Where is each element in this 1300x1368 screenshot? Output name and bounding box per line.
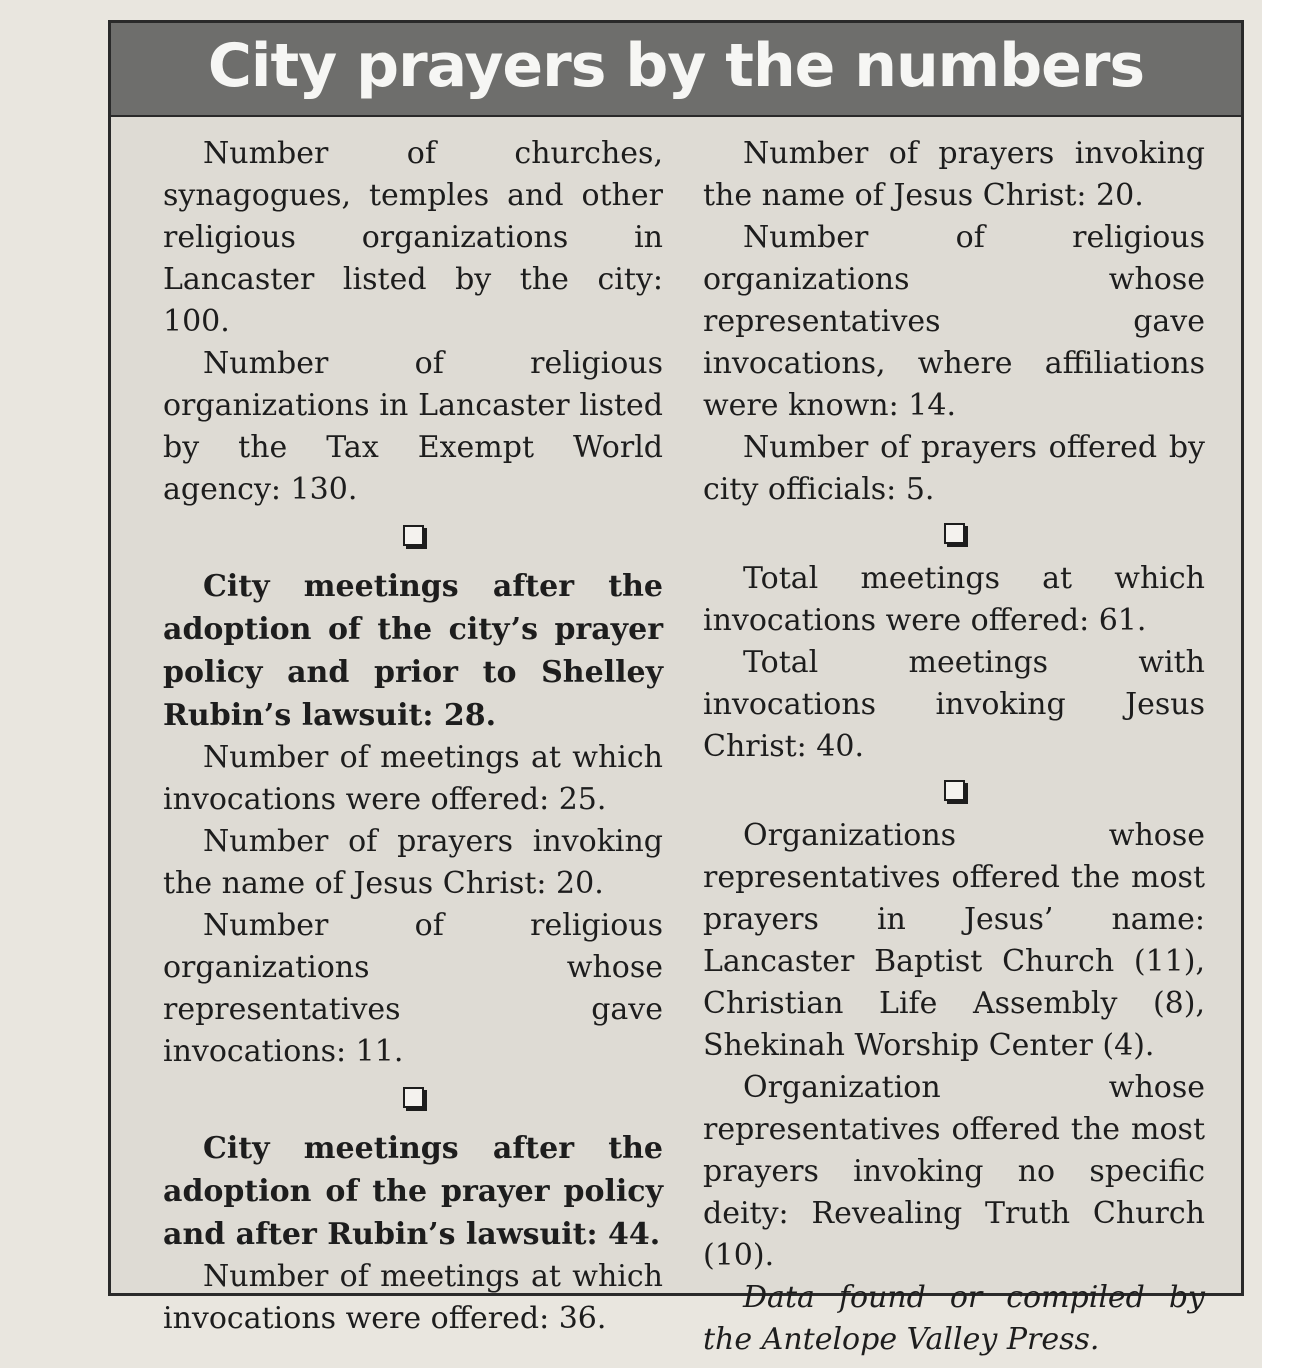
stat-paragraph: Number of meetings at which invocations were offered: 25. [163,740,663,817]
newspaper-clipping [108,20,1244,1357]
stat-paragraph: Number of prayers invoking the name of Jesus Christ: 20. [703,136,1205,213]
stat-paragraph: Total meetings with invocations invoking Jesus Christ: 40. [703,645,1205,764]
stat-paragraph: Number of churches, synagogues, temples and other religious organizations in Lancaster listed by the city: 100. [163,136,663,339]
page-title: City prayers by the numbers [207,31,1145,101]
stat-paragraph: Number of religious organizations whose representatives gave invocations: 11. [163,908,663,1069]
section-subhead: City meetings after the adoption of the prayer policy and after Rubin’s lawsuit: 44. [163,1131,663,1252]
stat-paragraph: Organizations whose representatives offered the most prayers in Jesus’ name: Lancaster Baptist Church (11), Christian Life Assembly (8), Shekinah Worship Center (4). [703,818,1205,1063]
stat-paragraph: Number of religious organizations in Lancaster listed by the Tax Exempt World agency: 130. [163,346,663,507]
stat-paragraph: Number of prayers invoking the name of Jesus Christ: 20. [163,824,663,901]
stat-paragraph: Number of meetings at which invocations were offered: 36. [163,1259,663,1336]
source-credit: Data found or compiled by the Antelope Valley Press. [703,1280,1205,1357]
header-bar [111,23,1241,117]
square-bullet-icon [944,780,965,801]
section-subhead: City meetings after the adoption of the city’s prayer policy and prior to Shelley Rubin’s lawsuit: 28. [163,569,663,733]
left-column [163,133,663,1340]
square-bullet-icon [944,523,965,544]
stat-paragraph: Organization whose representatives offered the most prayers invoking no specific deity: Revealing Truth Church (10). [703,1070,1205,1273]
stat-paragraph: Number of religious organizations whose representatives gave invocations, where affiliations were known: 14. [703,220,1205,423]
stat-paragraph: Number of prayers offered by city officials: 5. [703,430,1205,507]
right-column [703,133,1205,1361]
paper-edge [1262,0,1300,1368]
stat-paragraph: Total meetings at which invocations were offered: 61. [703,561,1205,638]
square-bullet-icon [403,1087,424,1108]
square-bullet-icon [403,525,424,546]
